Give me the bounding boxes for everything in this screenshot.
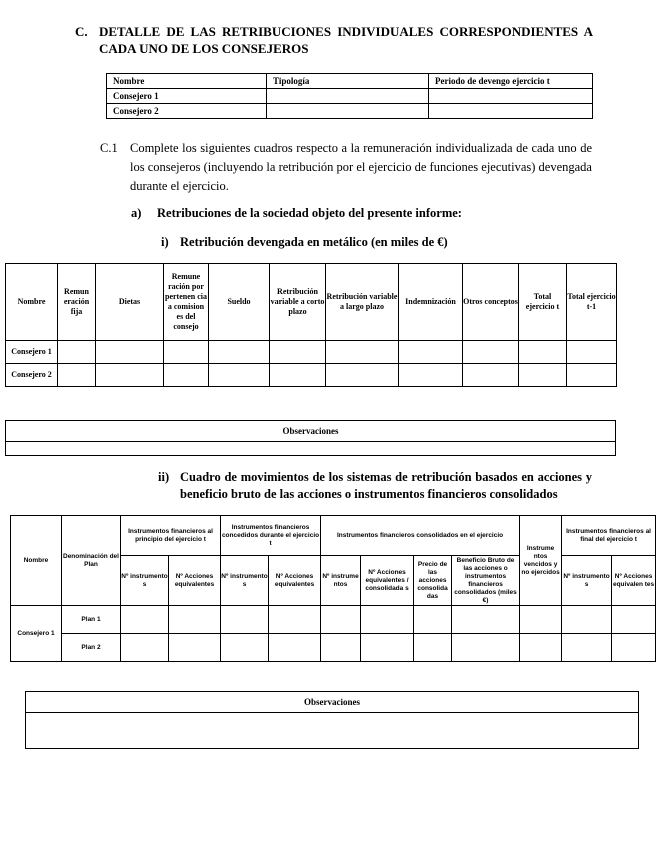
observaciones-box-1 xyxy=(5,420,616,456)
directors-list-table xyxy=(106,73,593,119)
header-nombre: Nombre xyxy=(6,264,58,341)
header-comisiones: Remune ración por pertenen cia a comision es del consejo xyxy=(164,264,209,341)
cell[interactable] xyxy=(221,634,269,662)
table-header-row xyxy=(6,264,617,341)
header-nombre: Nombre xyxy=(107,74,267,89)
header-instrumentos-inicio: Instrumentos financieros al principio del ejercicio t xyxy=(121,516,221,556)
observaciones-box-2 xyxy=(25,691,639,749)
table-row xyxy=(6,364,617,387)
header-periodo: Periodo de devengo ejercicio t xyxy=(429,74,593,89)
header-variable-largo: Retribución variable a largo plazo xyxy=(326,264,399,341)
cell[interactable] xyxy=(326,364,399,387)
cell[interactable] xyxy=(567,364,617,387)
sub-a-heading: Retribuciones de la sociedad objeto del presente informe: xyxy=(157,206,462,220)
cell[interactable] xyxy=(326,341,399,364)
cell[interactable] xyxy=(399,341,463,364)
header-tipologia: Tipología xyxy=(267,74,429,89)
header-vencidos: Instrume ntos vencidos y no ejercidos xyxy=(520,516,562,606)
cell[interactable] xyxy=(429,104,593,119)
cell[interactable] xyxy=(169,606,221,634)
cell[interactable] xyxy=(164,341,209,364)
cell[interactable] xyxy=(267,104,429,119)
sub-ii-marker: ii) xyxy=(158,470,170,484)
cell[interactable] xyxy=(121,634,169,662)
cash-remuneration-table xyxy=(5,263,617,387)
header-n-instrumentos: Nº instrumento s xyxy=(221,556,269,606)
header-n-instrumentos: Nº instrumento s xyxy=(121,556,169,606)
header-variable-corto: Retribución variable a corto plazo xyxy=(270,264,326,341)
cell[interactable] xyxy=(96,341,164,364)
header-instrumentos-final: Instrumentos financieros al final del ejercicio t xyxy=(562,516,656,556)
cell[interactable] xyxy=(209,364,270,387)
cell[interactable] xyxy=(562,606,612,634)
cell[interactable] xyxy=(270,341,326,364)
cell[interactable] xyxy=(209,341,270,364)
header-n-acciones: Nº Acciones equivalentes xyxy=(269,556,321,606)
header-nombre: Nombre xyxy=(11,516,62,606)
section-title: DETALLE DE LAS RETRIBUCIONES INDIVIDUALES CORRESPONDIENTES A CADA UNO DE LOS CONSEJEROS xyxy=(99,24,593,56)
cell[interactable] xyxy=(399,364,463,387)
row-label: Consejero 2 xyxy=(107,104,267,119)
header-n-acciones-consolidadas: Nº Acciones equivalentes / consolidada s xyxy=(361,556,414,606)
table-group-header-row xyxy=(11,516,656,556)
header-total-t1: Total ejercicio t-1 xyxy=(567,264,617,341)
row-label: Consejero 2 xyxy=(6,364,58,387)
header-beneficio: Beneficio Bruto de las acciones o instrumentos financieros consolidados (miles €) xyxy=(452,556,520,606)
header-sueldo: Sueldo xyxy=(209,264,270,341)
c1-text: Complete los siguientes cuadros respecto a la remuneración individualizada de cada uno de los consejeros (incluyendo la retribución por el ejercicio de funciones ejecutivas) devengada durante el ejercicio. xyxy=(130,141,592,193)
cell[interactable] xyxy=(269,606,321,634)
cell[interactable] xyxy=(519,364,567,387)
header-total-t: Total ejercicio t xyxy=(519,264,567,341)
cell[interactable] xyxy=(520,606,562,634)
table-row xyxy=(11,606,656,634)
sub-i-heading: Retribución devengada en metálico (en miles de €) xyxy=(180,235,448,249)
cell[interactable] xyxy=(361,634,414,662)
observaciones-title: Observaciones xyxy=(6,421,616,442)
cell[interactable] xyxy=(567,341,617,364)
header-instrumentos-consolidados: Instrumentos financieros consolidados en el ejercicio xyxy=(321,516,520,556)
sub-ii-heading: Cuadro de movimientos de los sistemas de retribución basados en acciones y beneficio bruto de las acciones o instrumentos financieros consolidados xyxy=(180,470,592,501)
sub-a-marker: a) xyxy=(131,206,142,220)
cell[interactable] xyxy=(361,606,414,634)
cell[interactable] xyxy=(429,89,593,104)
cell[interactable] xyxy=(520,634,562,662)
header-precio: Precio de las acciones consolida das xyxy=(414,556,452,606)
cell[interactable] xyxy=(270,364,326,387)
cell[interactable] xyxy=(269,634,321,662)
cell[interactable] xyxy=(463,341,519,364)
header-dietas: Dietas xyxy=(96,264,164,341)
cell[interactable] xyxy=(612,606,656,634)
cell[interactable] xyxy=(452,606,520,634)
row-label: Consejero 1 xyxy=(6,341,58,364)
header-n-acciones: Nº Acciones equivalen tes xyxy=(612,556,656,606)
cell[interactable] xyxy=(164,364,209,387)
plan-label: Plan 1 xyxy=(62,606,121,634)
cell[interactable] xyxy=(463,364,519,387)
cell[interactable] xyxy=(321,634,361,662)
table-row xyxy=(11,634,656,662)
plan-label: Plan 2 xyxy=(62,634,121,662)
row-label: Consejero 1 xyxy=(11,606,62,662)
cell[interactable] xyxy=(612,634,656,662)
cell[interactable] xyxy=(221,606,269,634)
table-row xyxy=(107,89,593,104)
header-n-acciones: Nº Acciones equivalentes xyxy=(169,556,221,606)
table-row xyxy=(107,104,593,119)
cell[interactable] xyxy=(321,606,361,634)
header-n-instrumentos: Nº instrumento s xyxy=(562,556,612,606)
cell[interactable] xyxy=(96,364,164,387)
table-header-row xyxy=(107,74,593,89)
share-plans-movements-table xyxy=(10,515,656,662)
cell[interactable] xyxy=(58,341,96,364)
c1-number: C.1 xyxy=(100,141,118,155)
cell[interactable] xyxy=(452,634,520,662)
row-label: Consejero 1 xyxy=(107,89,267,104)
observaciones-field[interactable] xyxy=(26,713,639,749)
table-row xyxy=(6,341,617,364)
header-plan: Denominación del Plan xyxy=(62,516,121,606)
sub-i-marker: i) xyxy=(161,235,169,249)
header-otros: Otros conceptos xyxy=(463,264,519,341)
header-indemnizacion: Indemnización xyxy=(399,264,463,341)
cell[interactable] xyxy=(121,606,169,634)
header-remuneracion-fija: Remun eración fija xyxy=(58,264,96,341)
cell[interactable] xyxy=(562,634,612,662)
header-n-instrumentos: Nº instrume ntos xyxy=(321,556,361,606)
cell[interactable] xyxy=(267,89,429,104)
observaciones-title: Observaciones xyxy=(26,692,639,713)
cell[interactable] xyxy=(414,634,452,662)
section-letter: C. xyxy=(75,24,88,39)
header-instrumentos-concedidos: Instrumentos financieros concedidos durante el ejercicio t xyxy=(221,516,321,556)
observaciones-field[interactable] xyxy=(6,442,616,456)
cell[interactable] xyxy=(414,606,452,634)
cell[interactable] xyxy=(169,634,221,662)
cell[interactable] xyxy=(519,341,567,364)
cell[interactable] xyxy=(58,364,96,387)
